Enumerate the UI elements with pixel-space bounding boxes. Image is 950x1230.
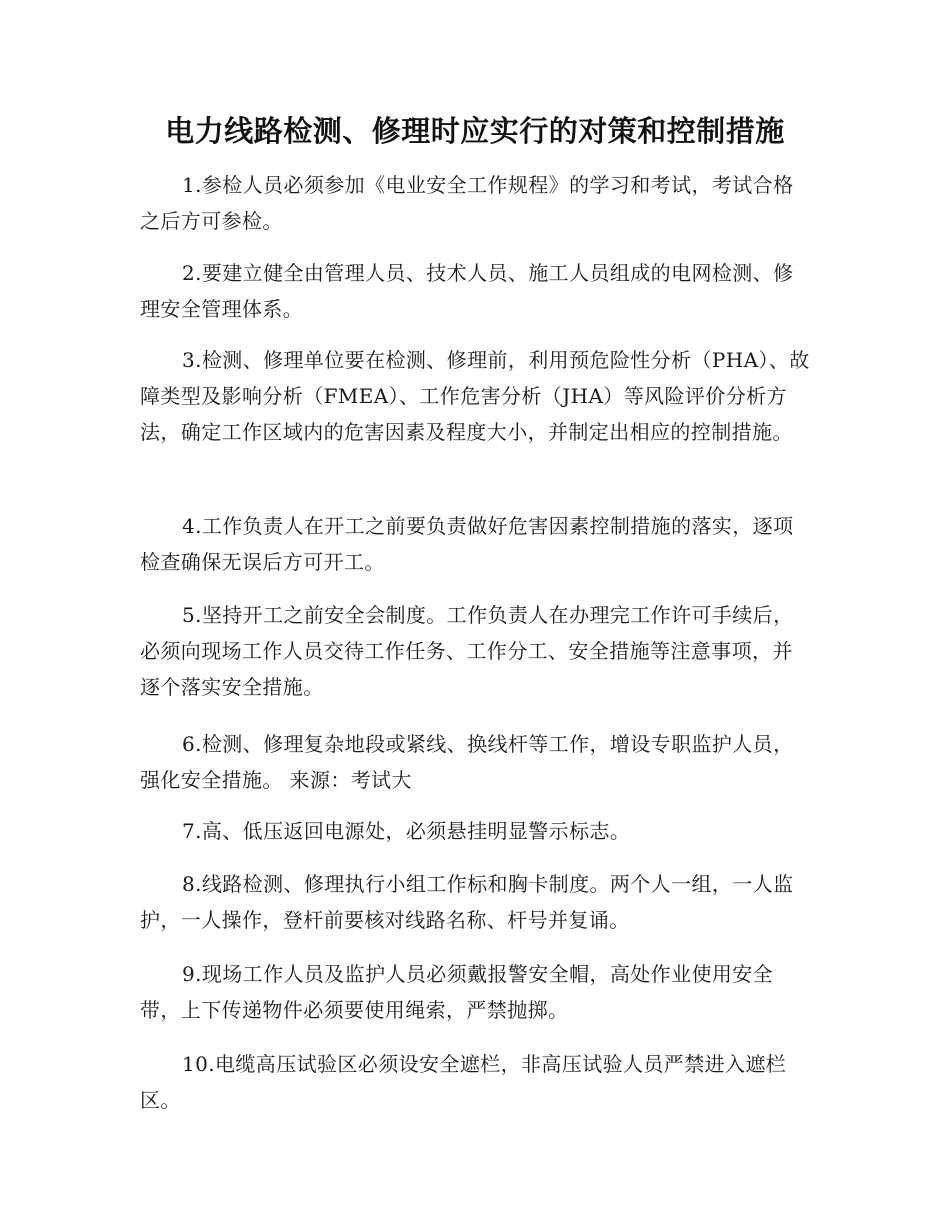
paragraph-2: 2.要建立健全由管理人员、技术人员、施工人员组成的电网检测、修理安全管理体系。 — [140, 261, 794, 321]
paragraph-1: 1.参检人员必须参加《电业安全工作规程》的学习和考试，考试合格之后方可参检。 — [140, 173, 794, 233]
paragraph-10: 10.电缆高压试验区必须设安全遮栏，非高压试验人员严禁进入遮栏区。 — [140, 1052, 787, 1112]
paragraph-5: 5.坚持开工之前安全会制度。工作负责人在办理完工作许可手续后，必须向现场工作人员交待工作任务、工作分工、安全措施等注意事项，并逐个落实安全措施。 — [140, 603, 794, 699]
document-title: 电力线路检测、修理时应实行的对策和控制措施 — [165, 114, 785, 148]
paragraph-7: 7.高、低压返回电源处，必须悬挂明显警示标志。 — [182, 819, 631, 843]
paragraph-8: 8.线路检测、修理执行小组工作标和胸卡制度。两个人一组，一人监护，一人操作，登杆前要核对线路名称、杆号并复诵。 — [140, 872, 794, 932]
paragraph-9: 9.现场工作人员及监护人员必须戴报警安全帽，高处作业使用安全带，上下传递物件必须要使用绳索，严禁抛掷。 — [140, 962, 774, 1022]
paragraph-3: 3.检测、修理单位要在检测、修理前，利用预危险性分析（PHA）、故障类型及影响分析（FMEA）、工作危害分析（JHA）等风险评价分析方法，确定工作区域内的危害因素及程度大小，并制定出相应的控制措施。 — [140, 348, 810, 444]
paragraph-4: 4.工作负责人在开工之前要负责做好危害因素控制措施的落实，逐项检查确保无误后方可开工。 — [140, 514, 794, 574]
paragraph-6: 6.检测、修理复杂地段或紧线、换线杆等工作，增设专职监护人员，强化安全措施。 来源：考试大 — [140, 732, 794, 792]
